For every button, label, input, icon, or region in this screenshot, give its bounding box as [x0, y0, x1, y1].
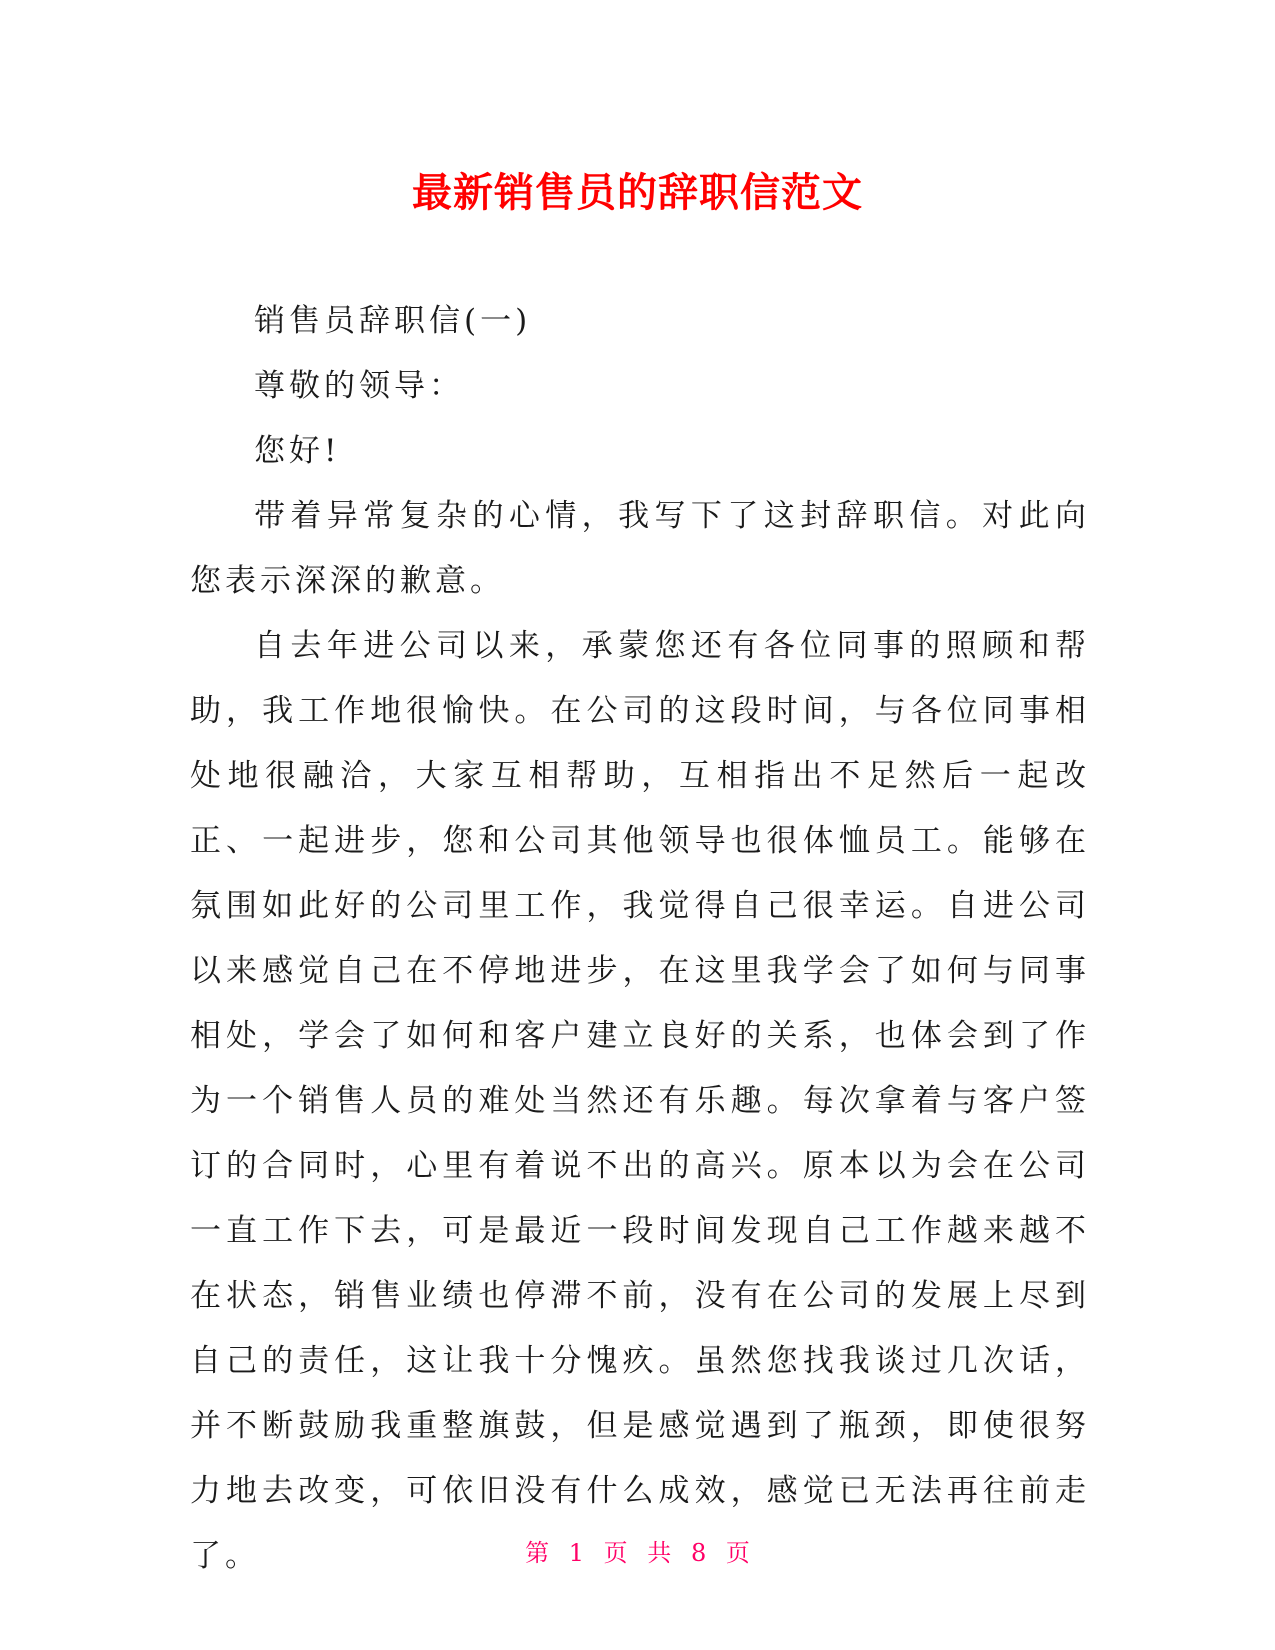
paragraph-salutation: 尊敬的领导：: [254, 368, 464, 404]
paragraph-main: 自去年进公司以来，承蒙您还有各位同事的照顾和帮助，我工作地很愉快。在公司的这段时间，与各位同事相处地很融洽，大家互相帮助，互相指出不足然后一起改正、一起进步，您和公司其他领导也很体恤员工。能够在氛围如此好的公司里工作，我觉得自己很幸运。自进公司以来感觉自己在不停地进步，在这里我学会了如何与同事相处，学会了如何和客户建立良好的关系，也体会到了作为一个销售人员的难处当然还有乐趣。每次拿着与客户签订的合同时，心里有着说不出的高兴。原本以为会在公司一直工作下去，可是最近一段时间发现自己工作越来越不在状态，销售业绩也停滞不前，没有在公司的发展上尽到自己的责任，这让我十分愧疚。虽然您找我谈过几次话，并不断鼓励我重整旗鼓，但是感觉遇到了瓶颈，即使很努力地去改变，可依旧没有什么成效，感觉已无法再往前走了。: [190, 628, 1090, 1574]
paragraph-subtitle: 销售员辞职信(一): [254, 303, 532, 339]
paragraph-greeting: 您好!: [254, 433, 341, 469]
page-number-footer: 第 1 页 共 8 页: [525, 1539, 750, 1567]
paragraph-apology: 带着异常复杂的心情，我写下了这封辞职信。对此向您表示深深的歉意。: [190, 498, 1090, 599]
document-title: 最新销售员的辞职信范文: [412, 170, 863, 216]
document-body: [190, 289, 1090, 1589]
